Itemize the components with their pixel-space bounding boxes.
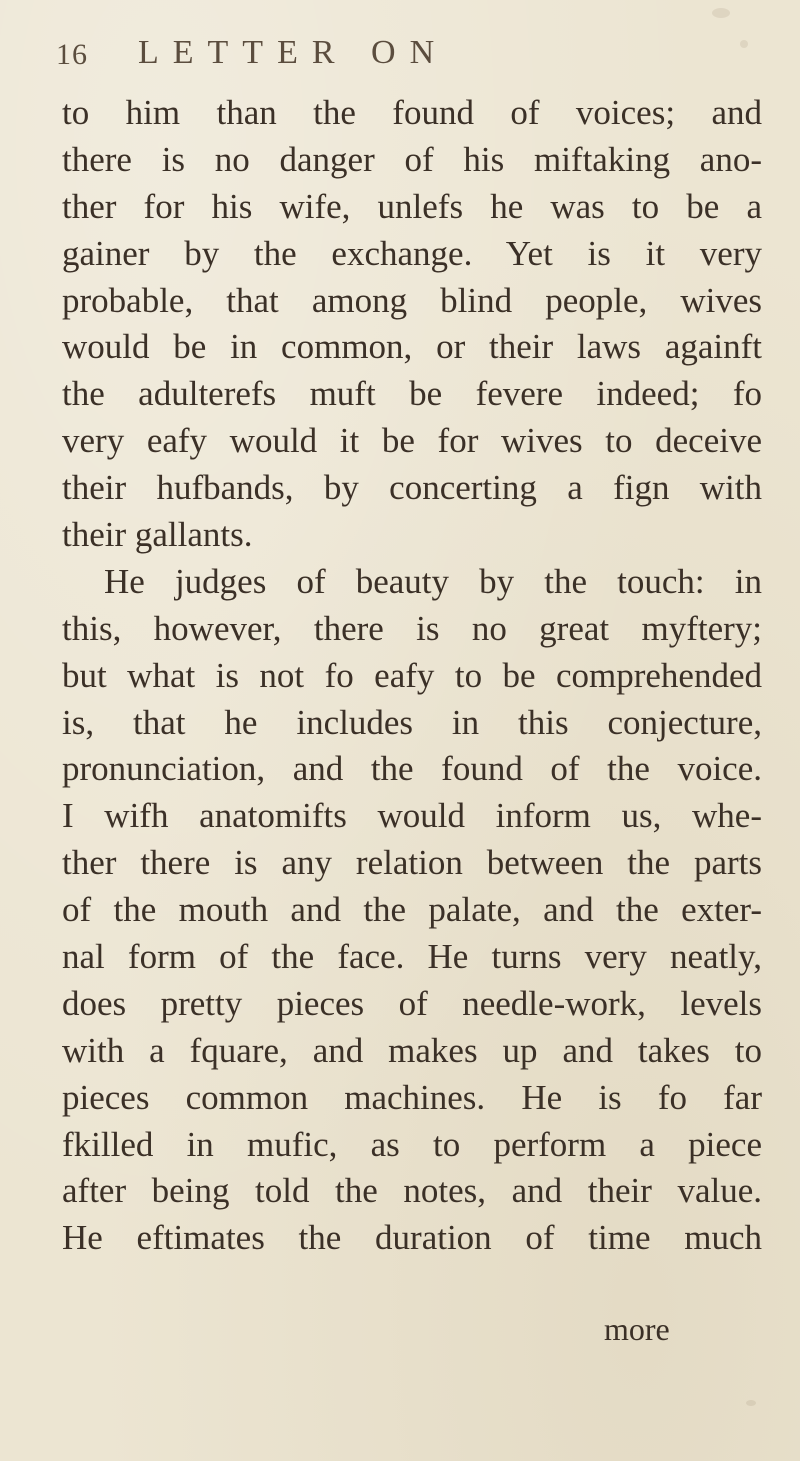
text-line: their gallants. [62,515,253,555]
running-title: LETTER ON [138,34,449,71]
text-line: is, that he includes in this conjecture, [62,702,762,742]
page-number: 16 [56,38,88,71]
text-line: but what is not fo eafy to be comprehended [62,655,762,695]
text-line: He eftimates the duration of time much [62,1218,762,1258]
text-line: of the mouth and the palate, and the exter- [62,890,762,930]
paper-stain [712,8,730,18]
text-line: ther there is any relation between the parts [62,843,762,883]
catchword: more [604,1311,670,1347]
text-line: this, however, there is no great myftery; [62,608,762,648]
text-line: probable, that among blind people, wives [62,280,762,320]
text-line: ther for his wife, unlefs he was to be a [62,186,762,226]
text-line: pieces common machines. He is fo far [62,1077,762,1117]
text-line: does pretty pieces of needle-work, levels [62,983,762,1023]
text-line: would be in common, or their laws againft [62,327,762,367]
text-line: He judges of beauty by the touch: in [104,561,762,601]
text-line: with a fquare, and makes up and takes to [62,1030,762,1070]
paper-stain [746,1400,756,1406]
running-head [56,28,756,80]
text-line: after being told the notes, and their value. [62,1171,762,1211]
text-line: to him than the found of voices; and [62,93,762,132]
text-line: very eafy would it be for wives to deceive [62,421,762,461]
text-line: their hufbands, by concerting a fign with [62,468,762,508]
text-line: fkilled in mufic, as to perform a piece [62,1124,762,1164]
text-line: gainer by the exchange. Yet is it very [62,233,762,273]
text-line: the adulterefs muft be fevere indeed; fo [62,374,762,414]
text-line: I wifh anatomifts would inform us, whe- [62,796,762,836]
text-line: there is no danger of his miftaking ano- [62,139,762,179]
text-line: nal form of the face. He turns very neatly, [62,937,762,977]
text-line: pronunciation, and the found of the voice. [62,749,762,789]
body-text [62,90,762,1262]
